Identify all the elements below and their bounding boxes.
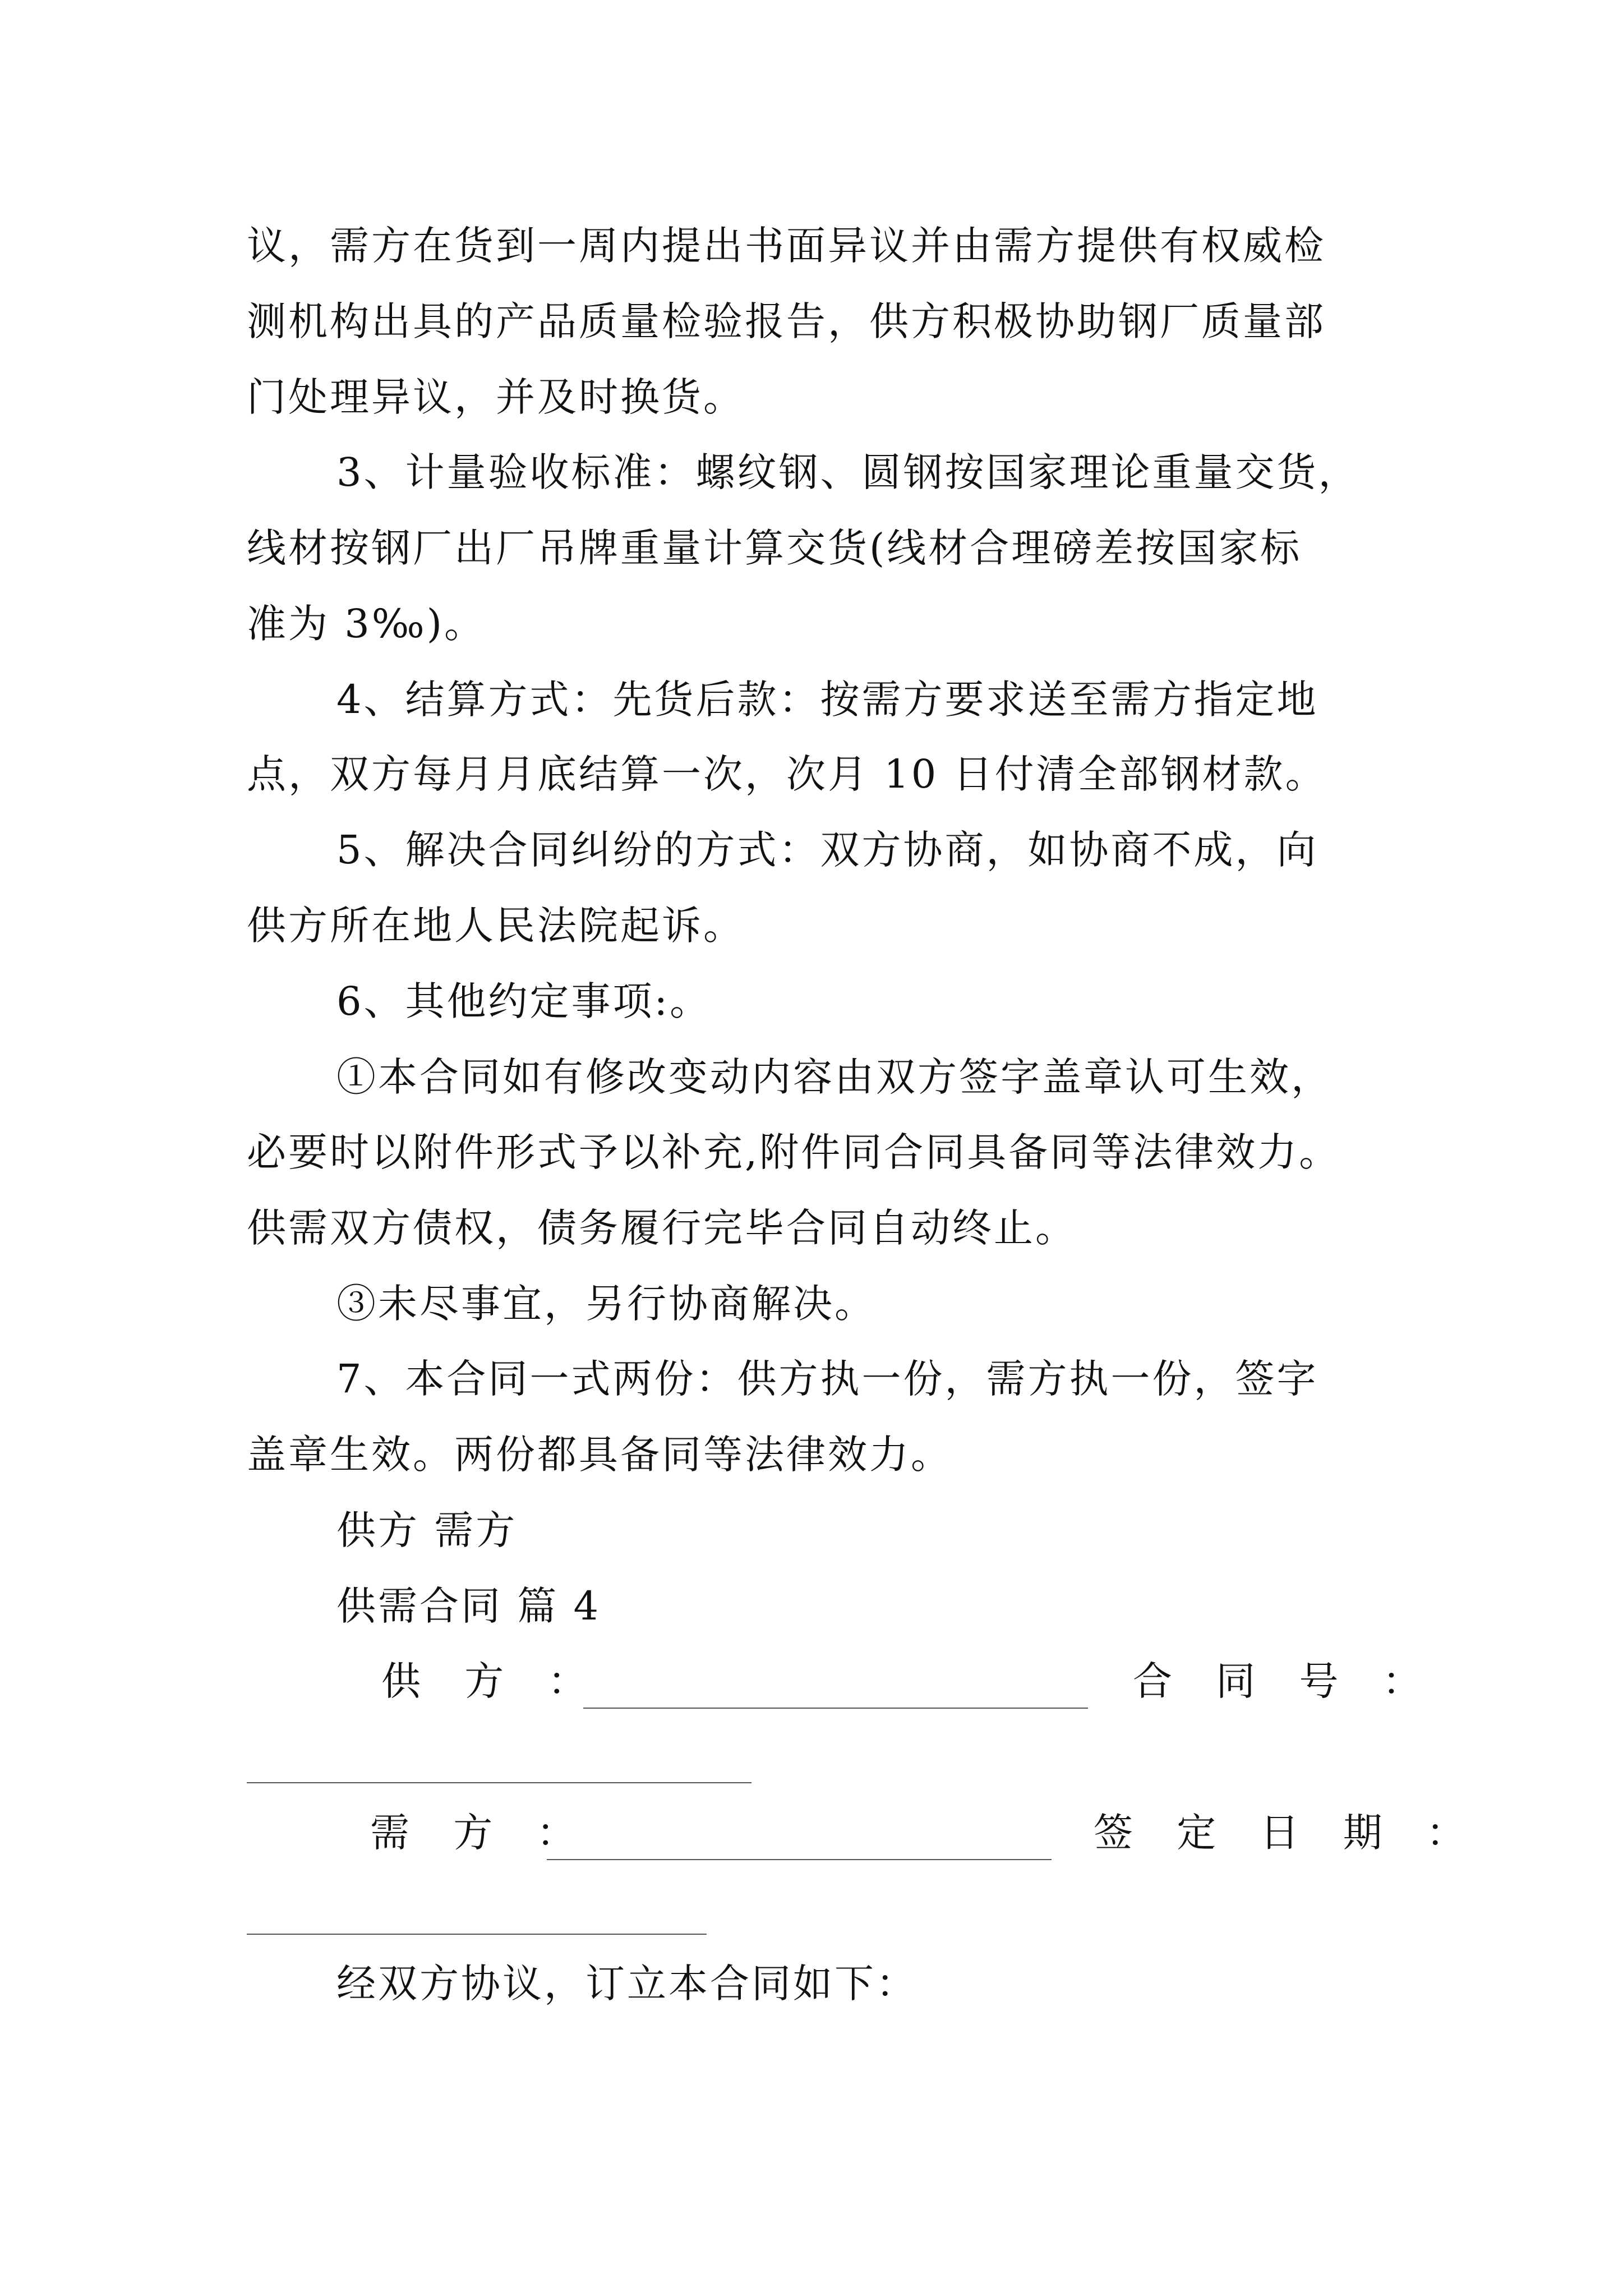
clause-6-item-1-line-2: 必要时以附件形式予以补充,附件同合同具备同等法律效力。 [247,1129,1341,1175]
contract-no-label: 合 同 号 ： [1133,1658,1437,1704]
sign-date-blank-line [247,1934,707,1935]
buyer-blank-line [547,1859,1052,1860]
supplier-blank-line [583,1708,1088,1709]
closing-line: 经双方协议，订立本合同如下： [336,1961,917,2007]
clause-5-line-1: 5、解决合同纠纷的方式：双方协商，如协商不成，向 [336,827,1318,873]
clause-6-heading: 6、其他约定事项:。 [336,978,712,1024]
clause-6-item-3: ③未尽事宜，另行协商解决。 [336,1281,876,1327]
clause-3-line-2: 线材按钢厂出厂吊牌重量计算交货(线材合理磅差按国家标 [247,525,1302,571]
clause-6-item-1-line-3: 供需双方债权，债务履行完毕合同自动终止。 [247,1205,1077,1251]
body-line-1: 议，需方在货到一周内提出书面异议并由需方提供有权威检 [247,223,1326,269]
clause-3-line-1: 3、计量验收标准：螺纹钢、圆钢按国家理论重量交货， [336,449,1360,495]
signature-parties: 供方 需方 [336,1507,518,1553]
clause-4-line-1: 4、结算方式：先货后款：按需方要求送至需方指定地 [336,677,1318,723]
sign-date-label: 签 定 日 期 ： [1094,1810,1482,1856]
buyer-label: 需 方 ： [370,1810,592,1856]
body-line-3: 门处理异议，并及时换货。 [247,374,745,420]
contract-no-blank-line [247,1782,751,1783]
clause-3-line-3: 准为 3‰)。 [247,601,486,647]
clause-6-item-1-line-1: ①本合同如有修改变动内容由双方签字盖章认可生效， [336,1054,1332,1100]
clause-5-line-2: 供方所在地人民法院起诉。 [247,903,745,949]
clause-7-line-2: 盖章生效。两份都具备同等法律效力。 [247,1432,952,1478]
supplier-label: 供 方 ： [381,1658,603,1704]
section-title-contract-4: 供需合同 篇 4 [336,1583,601,1629]
clause-4-line-2: 点，双方每月月底结算一次，次月 10 日付清全部钢材款。 [247,751,1327,797]
body-line-2: 测机构出具的产品质量检验报告，供方积极协助钢厂质量部 [247,298,1326,344]
clause-7-line-1: 7、本合同一式两份：供方执一份，需方执一份，签字 [336,1356,1318,1402]
